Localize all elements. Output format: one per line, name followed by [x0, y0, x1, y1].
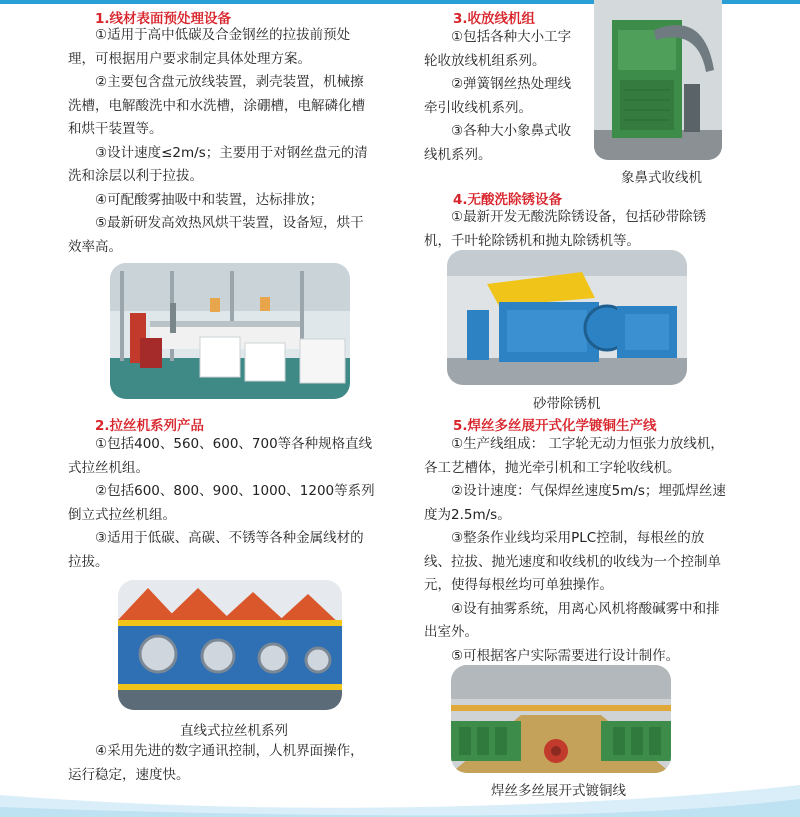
section-4-body: [424, 206, 724, 253]
s2-item-2-line-2: 倒立式拉丝机组。: [68, 506, 176, 523]
s3-item-2-line-2: 牵引收线机系列。: [424, 99, 532, 116]
derusting-machine-photo: [447, 250, 687, 385]
s5-item-1-line-1: ①生产线组成： 工字轮无动力恒张力放线机，: [451, 436, 724, 452]
s5-item-5-line-1: ⑤可根据客户实际需要进行设计制作。: [451, 647, 680, 664]
s1-item-1-line-1: ①适用于高中低碳及合金钢丝的拉拔前预处: [95, 27, 351, 43]
s4-item-1-line-1: ①最新开发无酸洗除锈设备，包括砂带除锈: [451, 209, 707, 225]
s5-item-4-line-1: ④设有抽雾系统，用离心风机将酸碱雾中和排: [451, 600, 720, 617]
s3-item-2-line-1: ②弹簧钢丝热处理线: [451, 76, 572, 92]
s1-item-2-line-1: ②主要包含盘元放线装置，剥壳装置，机械擦: [95, 74, 364, 90]
s5-item-2-line-2: 度为2.5m/s。: [424, 506, 511, 523]
s2-item-1-line-2: 式拉丝机组。: [68, 459, 149, 476]
section-2-body: [68, 433, 378, 574]
s5-item-1-line-2: 各工艺槽体，抛光牵引机和工字轮收线机。: [424, 459, 681, 476]
s1-item-5-line-2: 效率高。: [68, 238, 122, 255]
s2-item-1-line-1: ①包括400、560、600、700等各种规格直线: [95, 436, 373, 452]
derusting-caption: 砂带除锈机: [533, 396, 601, 412]
s3-item-1-line-1: ①包括各种大小工字: [451, 29, 572, 45]
s5-item-3-line-1: ③整条作业线均采用PLC控制，每根丝的放: [451, 530, 705, 546]
section-3-title: 3.收放线机组: [453, 11, 536, 27]
take-up-caption: 象鼻式收线机: [621, 170, 702, 186]
s5-item-4-line-2: 出室外。: [424, 624, 478, 640]
wire-drawing-caption: 直线式拉丝机系列: [180, 723, 288, 739]
s5-item-3-line-3: 元，使得每根丝均可单独操作。: [424, 577, 613, 593]
s4-item-1-line-2: 机，千叶轮除锈机和抛丸除锈机等。: [424, 232, 640, 249]
s5-item-3-line-2: 线、拉拔、抛光速度和收线机的收线为一个控制单: [424, 553, 721, 570]
copper-plating-caption: 焊丝多丝展开式镀铜线: [491, 783, 626, 799]
s1-item-3-line-2: 洗和涂层以利于拉拔。: [68, 168, 203, 184]
s1-item-2-line-2: 洗槽，电解酸洗中和水洗槽，涂硼槽，电解磷化槽: [68, 97, 365, 114]
section-4-title: 4.无酸洗除锈设备: [453, 192, 563, 208]
s2-item-3-line-1: ③适用于低碳、高碳、不锈等各种金属线材的: [95, 530, 364, 546]
section-5-title: 5.焊丝多丝展开式化学镀铜生产线: [453, 418, 657, 434]
section-1-title: 1.线材表面预处理设备: [95, 11, 232, 27]
s5-item-2-line-1: ②设计速度：气保焊丝速度5m/s；埋弧焊丝速: [451, 483, 726, 499]
pretreatment-line-photo: [110, 263, 350, 399]
copper-plating-line-photo: [451, 665, 671, 773]
s1-item-4-line-1: ④可配酸雾抽吸中和装置，达标排放；: [95, 191, 324, 208]
wire-drawing-machine-photo: [118, 580, 342, 710]
s1-item-5-line-1: ⑤最新研发高效热风烘干装置，设备短，烘干: [95, 215, 364, 231]
s1-item-3-line-1: ③设计速度≤2m/s；主要用于对钢丝盘元的清: [95, 144, 368, 161]
s3-item-3-line-2: 线机系列。: [424, 146, 492, 163]
section-5-body: [424, 433, 724, 668]
s2-item-4-line-1: ④采用先进的数字通讯控制，人机界面操作，: [95, 743, 364, 759]
s3-item-3-line-1: ③各种大小象鼻式收: [451, 123, 572, 139]
s2-item-3-line-2: 拉拔。: [68, 553, 109, 570]
section-2-title: 2.拉丝机系列产品: [95, 418, 205, 434]
s3-item-1-line-2: 轮收放线机组系列。: [424, 52, 546, 69]
s2-item-4-line-2: 运行稳定，速度快。: [68, 766, 190, 783]
s2-item-2-line-1: ②包括600、800、900、1000、1200等系列: [95, 483, 375, 499]
take-up-machine-photo: [594, 0, 722, 160]
section-1-body: [68, 24, 378, 259]
s1-item-2-line-3: 和烘干装置等。: [68, 121, 163, 137]
bottom-wave-decoration: [0, 777, 800, 817]
section-3-body: [424, 26, 594, 167]
s1-item-1-line-2: 理，可根据用户要求制定具体处理方案。: [68, 50, 311, 67]
